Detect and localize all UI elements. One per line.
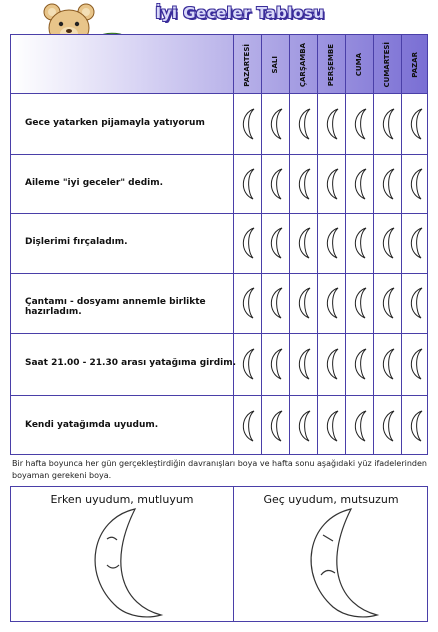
- crescent-moon-icon[interactable]: [321, 107, 343, 141]
- crescent-moon-icon[interactable]: [293, 107, 315, 141]
- page-title: İyi Geceler Tablosu: [155, 4, 325, 22]
- instruction-text: Bir hafta boyunca her gün gerçekleştirdiğin davranışları boya ve hafta sonu aşağıdaki yüz ifadelerinden boyaman gerekeni boya.: [12, 459, 427, 480]
- task-label: Dişlerimi fırçaladım.: [25, 237, 128, 247]
- crescent-moon-icon[interactable]: [321, 226, 343, 260]
- crescent-moon-icon[interactable]: [293, 409, 315, 443]
- column-divider: [345, 35, 346, 454]
- crescent-moon-icon[interactable]: [377, 226, 399, 260]
- crescent-moon-icon[interactable]: [265, 226, 287, 260]
- crescent-moon-icon[interactable]: [377, 347, 399, 381]
- row-divider: [11, 93, 427, 94]
- crescent-moon-icon[interactable]: [237, 286, 259, 320]
- happy-face-label: Erken uyudum, mutluyum: [50, 493, 194, 506]
- crescent-moon-icon[interactable]: [349, 347, 371, 381]
- crescent-moon-icon[interactable]: [237, 347, 259, 381]
- task-label: Gece yatarken pijamayla yatıyorum: [25, 117, 205, 128]
- crescent-moon-icon[interactable]: [265, 347, 287, 381]
- row-divider: [11, 395, 427, 396]
- day-header: [236, 39, 258, 91]
- crescent-moon-icon[interactable]: [405, 409, 427, 443]
- crescent-moon-icon[interactable]: [405, 286, 427, 320]
- crescent-moon-icon[interactable]: [377, 107, 399, 141]
- happy-moon-face-icon[interactable]: [77, 505, 167, 621]
- crescent-moon-icon[interactable]: [349, 107, 371, 141]
- day-label: PAZAR: [411, 52, 419, 78]
- day-header: [292, 39, 314, 91]
- crescent-moon-icon[interactable]: [377, 286, 399, 320]
- day-header: [264, 39, 286, 91]
- task-label: Aileme "iyi geceler" dedim.: [25, 177, 164, 188]
- row-divider: [11, 154, 427, 155]
- day-label: PERŞEMBE: [327, 43, 335, 87]
- row-divider: [11, 213, 427, 214]
- crescent-moon-icon[interactable]: [237, 167, 259, 201]
- day-label: CUMARTESİ: [383, 42, 391, 88]
- crescent-moon-icon[interactable]: [265, 107, 287, 141]
- crescent-moon-icon[interactable]: [237, 107, 259, 141]
- sad-moon-face-icon[interactable]: [293, 505, 383, 621]
- weekly-chart: [10, 34, 428, 455]
- task-label: Saat 21.00 - 21.30 arası yatağıma girdim.: [25, 358, 237, 368]
- crescent-moon-icon[interactable]: [293, 286, 315, 320]
- crescent-moon-icon[interactable]: [405, 167, 427, 201]
- crescent-moon-icon[interactable]: [321, 409, 343, 443]
- crescent-moon-icon[interactable]: [321, 167, 343, 201]
- crescent-moon-icon[interactable]: [349, 167, 371, 201]
- column-divider: [261, 35, 262, 454]
- column-divider: [373, 35, 374, 454]
- crescent-moon-icon[interactable]: [293, 226, 315, 260]
- crescent-moon-icon[interactable]: [377, 409, 399, 443]
- task-label: Kendi yatağımda uyudum.: [25, 419, 159, 430]
- crescent-moon-icon[interactable]: [265, 409, 287, 443]
- day-label: PAZARTESİ: [243, 43, 251, 87]
- column-divider: [289, 35, 290, 454]
- crescent-moon-icon[interactable]: [377, 167, 399, 201]
- faces-section: [10, 486, 428, 622]
- faces-divider: [233, 487, 234, 621]
- crescent-moon-icon[interactable]: [237, 226, 259, 260]
- task-label: Çantamı - dosyamı annemle birlikte hazırladım.: [25, 297, 206, 317]
- day-header: [320, 39, 342, 91]
- crescent-moon-icon[interactable]: [349, 409, 371, 443]
- row-divider: [11, 273, 427, 274]
- day-label: ÇARŞAMBA: [299, 42, 307, 88]
- day-label: SALI: [271, 56, 279, 74]
- crescent-moon-icon[interactable]: [405, 226, 427, 260]
- crescent-moon-icon[interactable]: [321, 286, 343, 320]
- crescent-moon-icon[interactable]: [293, 347, 315, 381]
- sad-face-label: Geç uyudum, mutsuzum: [263, 493, 399, 506]
- crescent-moon-icon[interactable]: [349, 226, 371, 260]
- column-divider: [401, 35, 402, 454]
- day-header: [404, 39, 426, 91]
- crescent-moon-icon[interactable]: [405, 107, 427, 141]
- crescent-moon-icon[interactable]: [265, 286, 287, 320]
- day-label: CUMA: [355, 53, 363, 77]
- crescent-moon-icon[interactable]: [405, 347, 427, 381]
- crescent-moon-icon[interactable]: [265, 167, 287, 201]
- day-header: [376, 39, 398, 91]
- crescent-moon-icon[interactable]: [293, 167, 315, 201]
- column-divider: [317, 35, 318, 454]
- day-header: [348, 39, 370, 91]
- row-divider: [11, 333, 427, 334]
- crescent-moon-icon[interactable]: [349, 286, 371, 320]
- crescent-moon-icon[interactable]: [321, 347, 343, 381]
- crescent-moon-icon[interactable]: [237, 409, 259, 443]
